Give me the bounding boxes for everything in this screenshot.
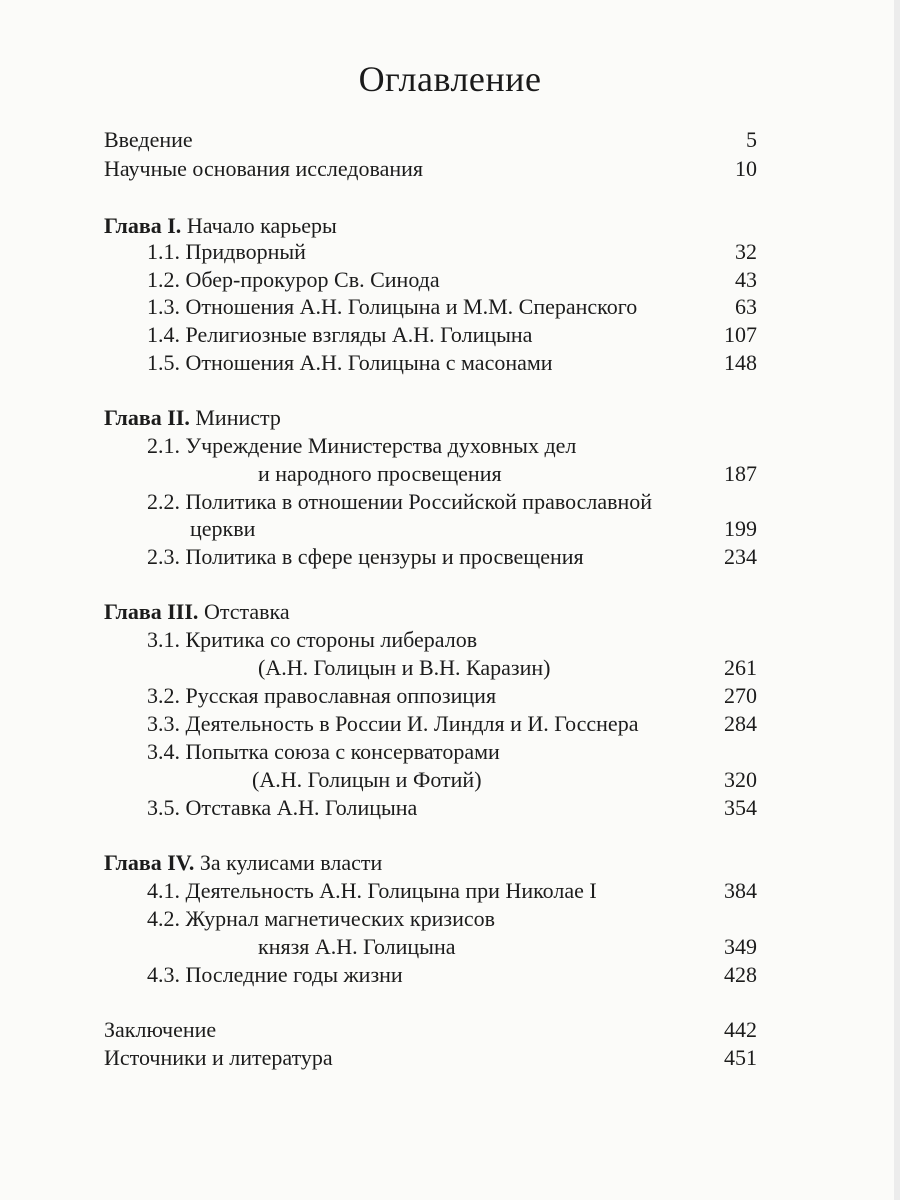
toc-entry[interactable]	[0, 709, 900, 739]
toc-entry[interactable]	[0, 681, 900, 711]
toc-chapter-heading[interactable]	[0, 597, 900, 627]
toc-entry-label: Заключение	[104, 1017, 217, 1042]
chapter-number: Глава III.	[104, 599, 199, 624]
toc-entry[interactable]	[0, 793, 900, 823]
toc-entry-page: 320	[724, 767, 757, 792]
toc-entry-label: 3.1. Критика со стороны либералов	[147, 627, 478, 652]
toc-entry-label: 3.3. Деятельность в России И. Линдля и И. Госснера	[147, 711, 639, 736]
toc-entry[interactable]	[0, 737, 900, 767]
toc-entry[interactable]	[0, 876, 900, 906]
toc-entry-page: 187	[724, 461, 757, 486]
toc-entry[interactable]	[0, 125, 900, 155]
toc-entry-label: церкви	[190, 516, 256, 541]
toc-entry[interactable]	[0, 154, 900, 184]
toc-entry-label: 1.1. Придворный	[147, 239, 306, 264]
toc-entry-page: 349	[724, 934, 757, 959]
toc-entry-label: 1.2. Обер-прокурор Св. Синода	[147, 267, 440, 292]
toc-entry-label: (А.Н. Голицын и В.Н. Каразин)	[258, 655, 551, 680]
toc-entry-continuation[interactable]	[0, 514, 900, 544]
toc-entry-label: 2.2. Политика в отношении Российской православной	[147, 489, 653, 514]
toc-entry[interactable]	[0, 237, 900, 267]
toc-entry-page: 442	[724, 1017, 757, 1042]
toc-entry-label: и народного просвещения	[258, 461, 502, 486]
toc-entry-page: 43	[735, 267, 757, 292]
toc-entry[interactable]	[0, 292, 900, 322]
toc-entry[interactable]	[0, 348, 900, 378]
toc-entry-label: 4.1. Деятельность А.Н. Голицына при Николае I	[147, 878, 597, 903]
chapter-number: Глава I.	[104, 213, 182, 238]
toc-entry-page: 261	[724, 655, 757, 680]
toc-entry[interactable]	[0, 542, 900, 572]
toc-entry-page: 354	[724, 795, 757, 820]
toc-entry[interactable]	[0, 265, 900, 295]
chapter-title: Начало карьеры	[186, 213, 337, 238]
toc-entry-page: 428	[724, 962, 757, 987]
toc-entry-label: 1.5. Отношения А.Н. Голицына с масонами	[147, 350, 553, 375]
toc-entry-label: 3.4. Попытка союза с консерваторами	[147, 739, 500, 764]
toc-entry[interactable]	[0, 320, 900, 350]
toc-entry-page: 32	[735, 239, 757, 264]
toc-chapter-heading[interactable]	[0, 848, 900, 878]
toc-entry-label: князя А.Н. Голицына	[258, 934, 456, 959]
toc-entry-label: 1.3. Отношения А.Н. Голицына и М.М. Сперанского	[147, 294, 638, 319]
toc-entry-page: 10	[735, 156, 757, 181]
toc-entry[interactable]	[0, 960, 900, 990]
toc-entry-label: 1.4. Религиозные взгляды А.Н. Голицына	[147, 322, 533, 347]
toc-entry-label: 4.2. Журнал магнетических кризисов	[147, 906, 496, 931]
toc-entry-label: Источники и литература	[104, 1045, 333, 1070]
toc-entry-page: 451	[724, 1045, 757, 1070]
toc-entry-label: Научные основания исследования	[104, 156, 424, 181]
toc-entry-page: 199	[724, 516, 757, 541]
toc-entry-continuation[interactable]	[68, 459, 900, 489]
toc-entry-continuation[interactable]	[0, 932, 900, 962]
toc-entry-continuation[interactable]	[0, 653, 900, 683]
chapter-title: Министр	[195, 405, 281, 430]
toc-title: Оглавление	[358, 59, 542, 99]
toc-entry[interactable]	[0, 1015, 900, 1045]
toc-entry-label: 4.3. Последние годы жизни	[147, 962, 403, 987]
toc-entry-page: 270	[724, 683, 757, 708]
toc-entry-label: Введение	[104, 127, 193, 152]
toc-entry-page: 148	[724, 350, 757, 375]
chapter-title: За кулисами власти	[199, 850, 383, 875]
chapter-title: Отставка	[203, 599, 290, 624]
toc-entry-label: 3.5. Отставка А.Н. Голицына	[147, 795, 418, 820]
toc-entry-page: 5	[746, 127, 757, 152]
toc-entry-label: (А.Н. Голицын и Фотий)	[252, 767, 482, 792]
toc-entry[interactable]	[0, 625, 900, 655]
toc-entry-page: 107	[724, 322, 757, 347]
toc-entry-label: 2.1. Учреждение Министерства духовных дел	[147, 433, 577, 458]
toc-entry[interactable]	[0, 487, 900, 517]
toc-entry[interactable]	[0, 431, 900, 461]
toc-chapter-heading[interactable]	[0, 403, 900, 433]
toc-entry-page: 284	[724, 711, 757, 736]
toc-entry[interactable]	[0, 904, 900, 934]
chapter-number: Глава II.	[104, 405, 190, 430]
toc-entry-label: 2.3. Политика в сфере цензуры и просвещения	[147, 544, 584, 569]
chapter-number: Глава IV.	[104, 850, 195, 875]
toc-entry-continuation[interactable]	[0, 765, 900, 795]
toc-entry-label: 3.2. Русская православная оппозиция	[147, 683, 497, 708]
toc-entry-page: 63	[735, 294, 757, 319]
toc-entry[interactable]	[0, 1043, 900, 1073]
toc-entry-page: 384	[724, 878, 757, 903]
toc-entry-page: 234	[724, 544, 757, 569]
